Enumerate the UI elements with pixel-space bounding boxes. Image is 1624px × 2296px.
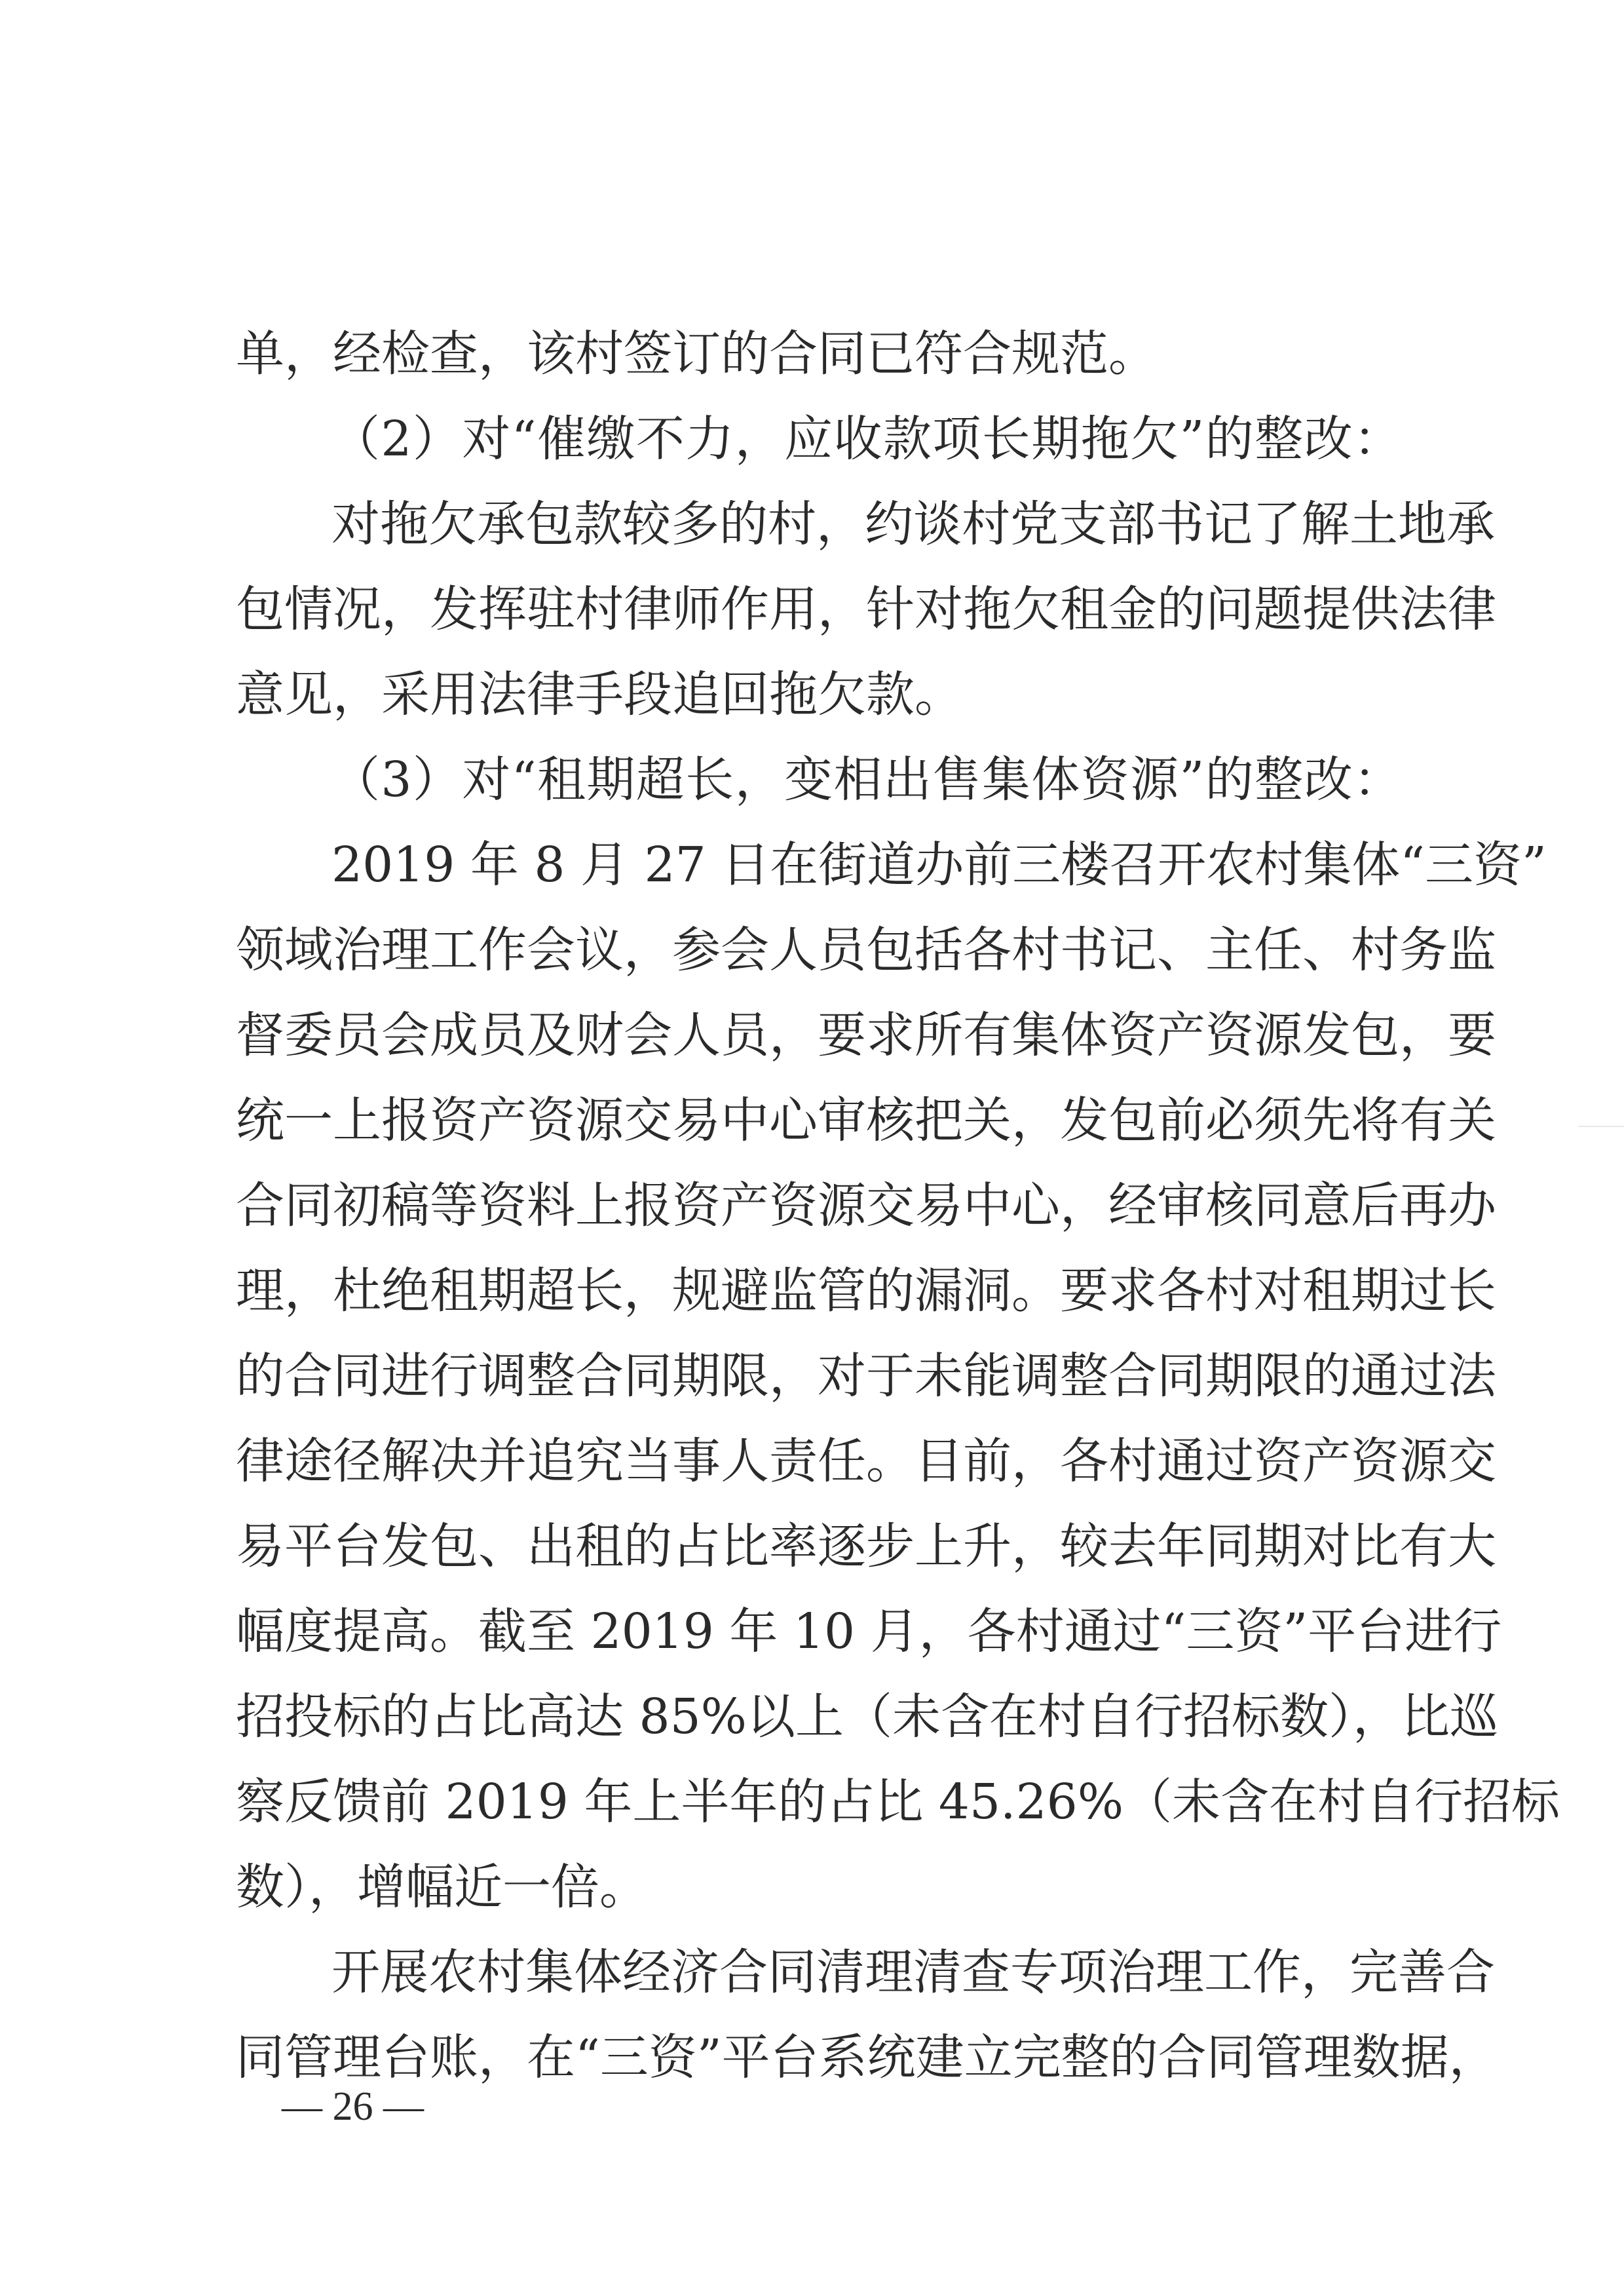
section-heading: （2）对“催缴不力，应收款项长期拖欠”的整改： — [331, 411, 1402, 467]
text-line: 的合同进行调整合同期限，对于未能调整合同期限的通过法 — [236, 1348, 1496, 1404]
text-line: 察反馈前 2019 年上半年的占比 45.26%（未含在村自行招标 — [236, 1774, 1560, 1830]
text-line: 督委员会成员及财会人员，要求所有集体资产资源发包，要 — [236, 1007, 1496, 1063]
text-line: 对拖欠承包款较多的村，约谈村党支部书记了解土地承 — [331, 496, 1495, 552]
text-line: 包情况，发挥驻村律师作用，针对拖欠租金的问题提供法律 — [236, 581, 1496, 638]
text-line: 开展农村集体经济合同清理清查专项治理工作，完善合 — [331, 1944, 1495, 2000]
text-line: 数），增幅近一倍。 — [236, 1859, 648, 1915]
text-line: 律途径解决并追究当事人责任。目前，各村通过资产资源交 — [236, 1433, 1496, 1489]
page-number: — 26 — — [282, 2084, 424, 2129]
section-heading: （3）对“租期超长，变相出售集体资源”的整改： — [331, 752, 1402, 808]
text-line: 招投标的占比高达 85%以上（未含在村自行招标数），比巡 — [236, 1689, 1498, 1745]
text-line: 幅度提高。截至 2019 年 10 月，各村通过“三资”平台进行 — [236, 1603, 1502, 1660]
text-line: 领域治理工作会议，参会人员包括各村书记、主任、村务监 — [236, 922, 1496, 978]
text-line: 易平台发包、出租的占比率逐步上升，较去年同期对比有大 — [236, 1518, 1496, 1575]
text-line: 单，经检查，该村签订的合同已符合规范。 — [236, 326, 1157, 382]
text-line: 统一上报资产资源交易中心审核把关，发包前必须先将有关 — [236, 1092, 1496, 1149]
text-line: 同管理台账，在“三资”平台系统建立完整的合同管理数据， — [236, 2029, 1498, 2086]
text-line: 2019 年 8 月 27 日在街道办前三楼召开农村集体“三资” — [331, 837, 1547, 893]
text-line: 理，杜绝租期超长，规避监管的漏洞。要求各村对租期过长 — [236, 1263, 1496, 1319]
text-line: 意见，采用法律手段追回拖欠款。 — [236, 666, 963, 723]
text-line: 合同初稿等资料上报资产资源交易中心，经审核同意后再办 — [236, 1177, 1496, 1234]
scan-edge-mark — [1578, 1126, 1624, 1127]
